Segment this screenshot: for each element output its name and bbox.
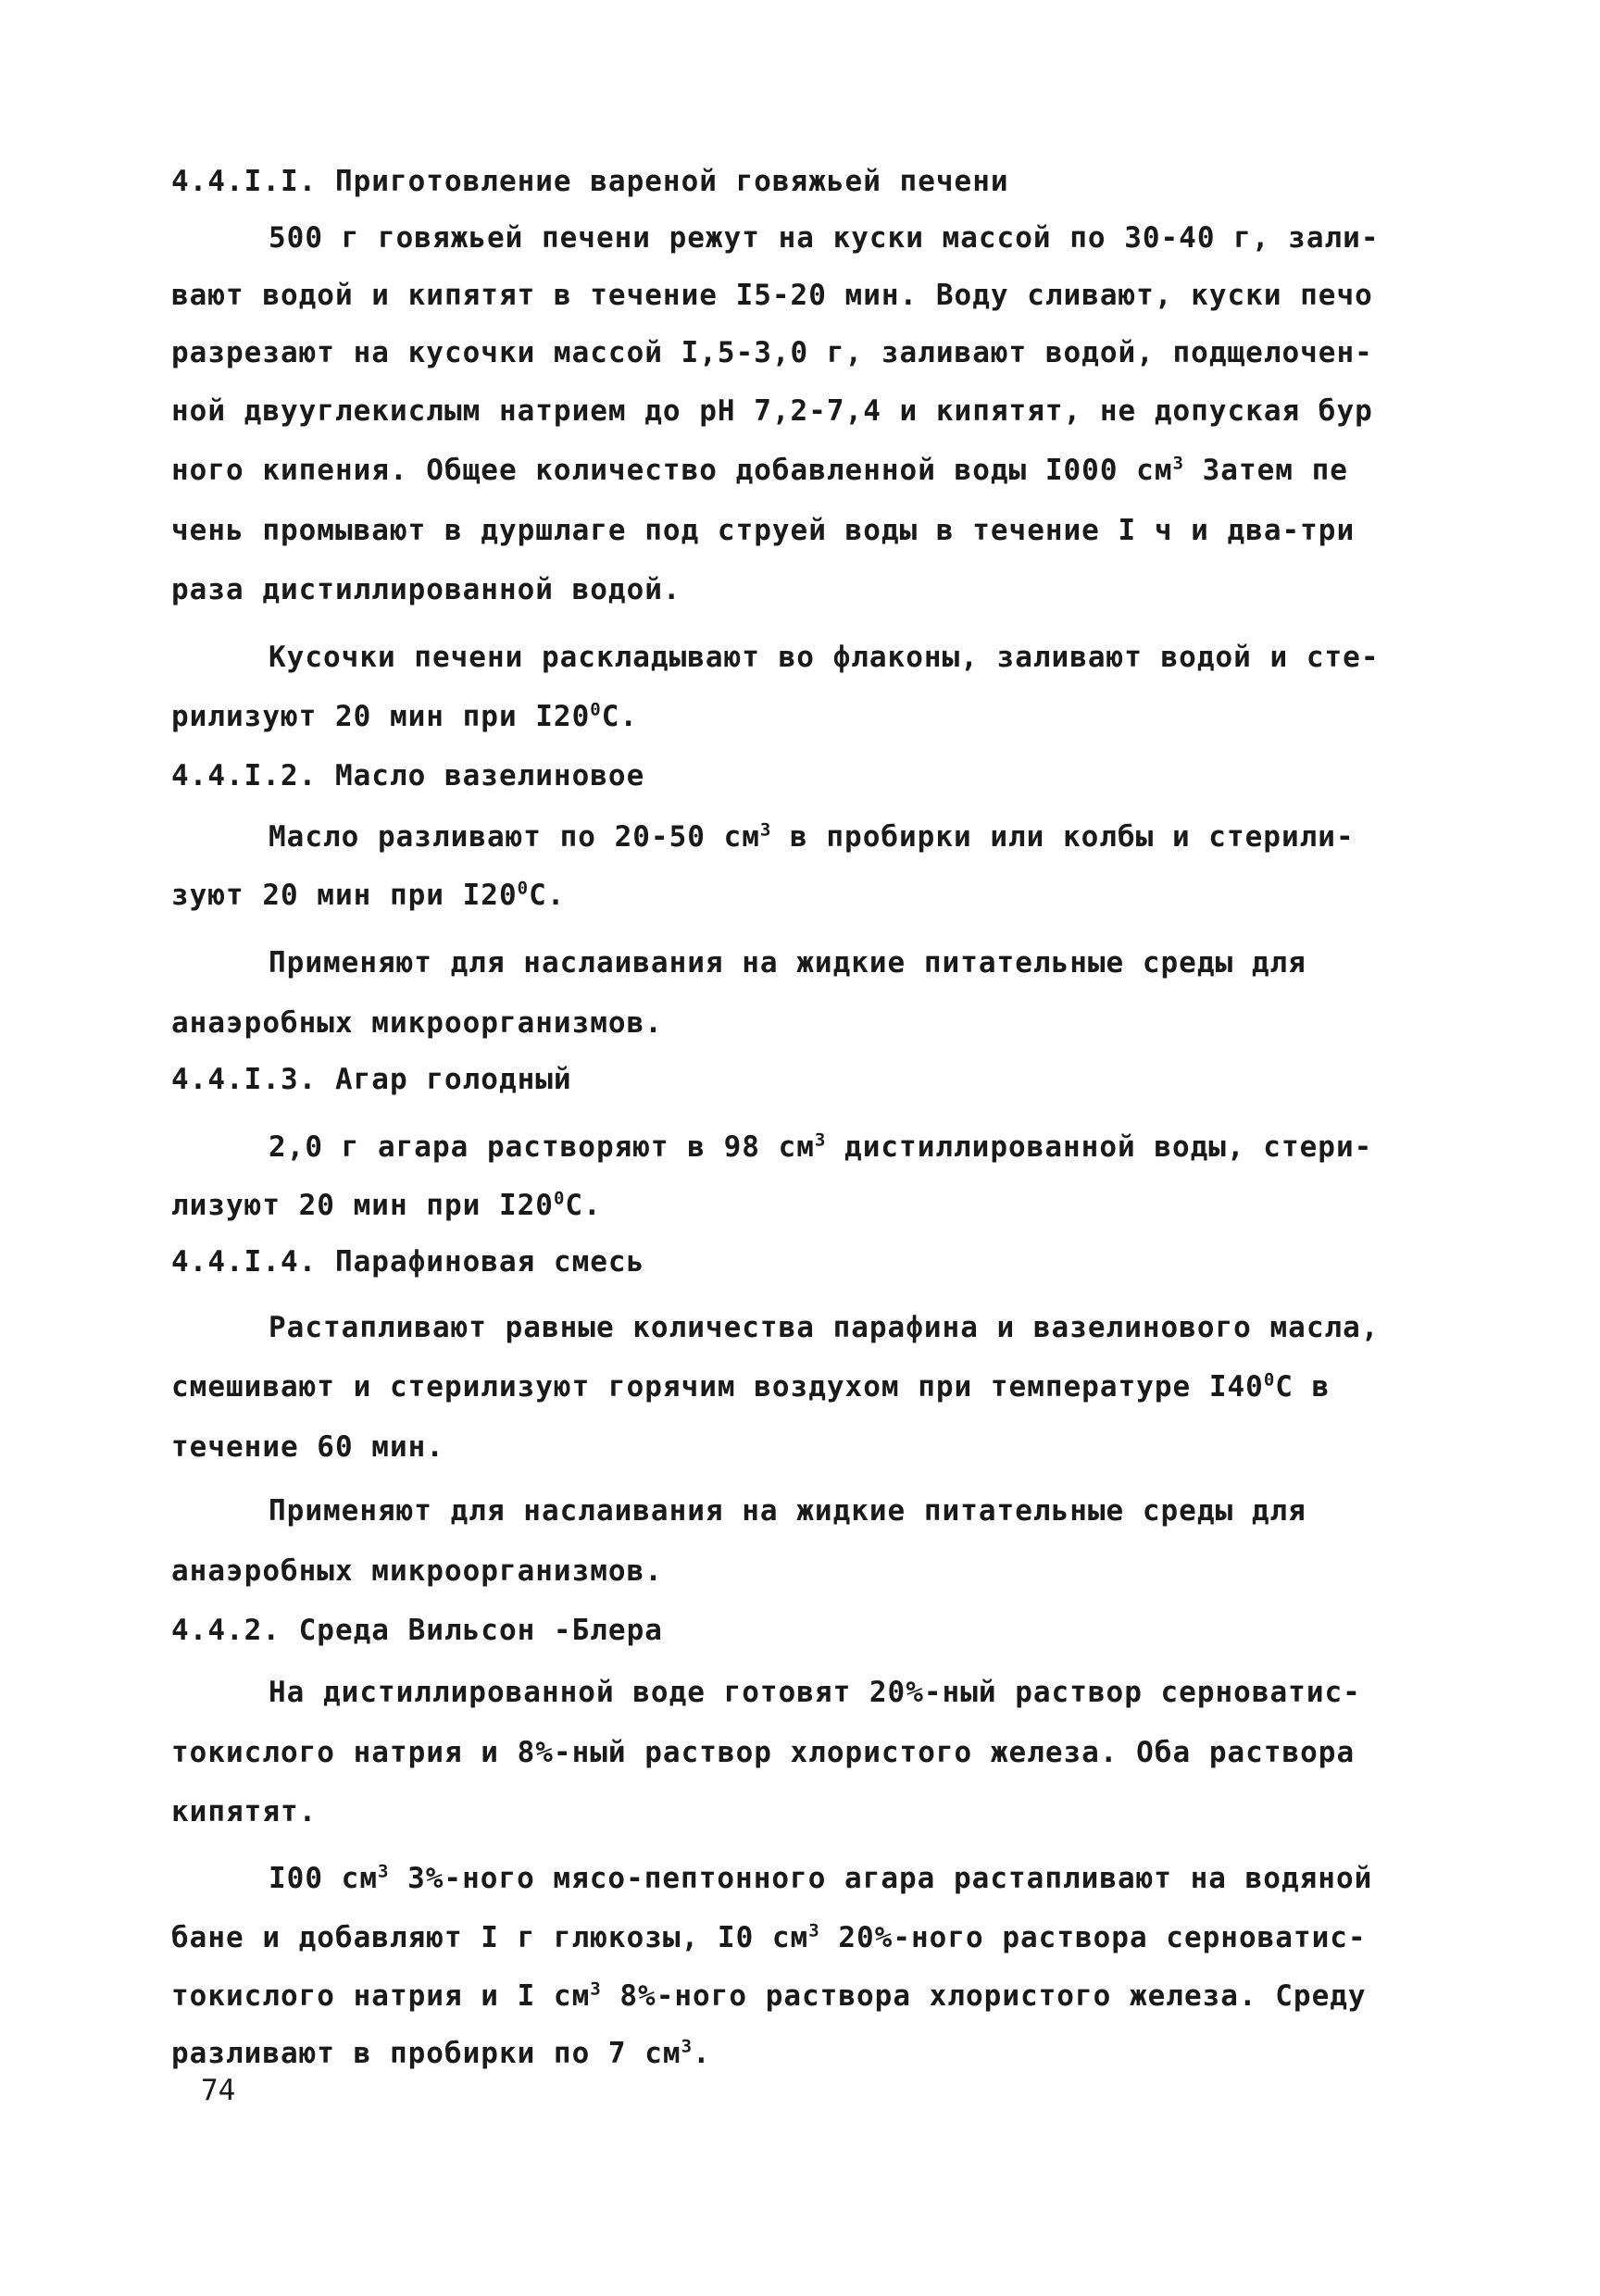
superscript: 3	[808, 1920, 820, 1941]
superscript: 0	[553, 1188, 566, 1209]
text-run: 3%-ного мясо-пептонного агара растапливают на водяной	[389, 1862, 1373, 1895]
text-run: .	[693, 2037, 711, 2070]
superscript: 3	[1172, 453, 1184, 474]
text-run: разливают в пробирки по 7 см	[171, 2037, 681, 2070]
text-run: рилизуют 20 мин при I20	[171, 700, 591, 733]
paragraph-line	[171, 1919, 1431, 1956]
paragraph-line: ной двууглекислым натрием до pH 7,2-7,4 и кипятят, не допуская бур	[171, 394, 1373, 428]
page-number: 74	[201, 2074, 236, 2107]
paragraph-line: Растапливают равные количества парафина и вазелинового масла,	[269, 1311, 1380, 1344]
paragraph-line	[171, 698, 1431, 735]
text-run: Затем пе	[1183, 454, 1348, 487]
paragraph-line: Кусочки печени раскладывают во флаконы, заливают водой и сте-	[269, 641, 1380, 674]
text-run: Масло разливают по 20-50 см	[269, 820, 760, 854]
paragraph-line	[269, 1860, 1528, 1897]
paragraph-line: анаэробных микроорганизмов.	[171, 1006, 663, 1040]
text-run: С.	[565, 1189, 602, 1222]
text-run: 8%-ного раствора хлористого железа. Среду	[601, 1979, 1367, 2013]
paragraph-line	[171, 1187, 1431, 1224]
text-run: I00 см	[269, 1862, 378, 1895]
text-run: зуют 20 мин при I20	[171, 879, 518, 912]
paragraph-line	[171, 452, 1431, 489]
paragraph-line	[269, 818, 1528, 855]
paragraph-line	[171, 877, 1431, 914]
text-run: 20%-ного раствора серноватис-	[819, 1921, 1367, 1954]
section-heading-4-4-1-1: 4.4.I.I. Приготовление вареной говяжьей печени	[171, 165, 1009, 198]
superscript: 3	[814, 1129, 827, 1151]
superscript: 3	[590, 1978, 602, 2000]
text-run: бане и добавляют I г глюкозы, I0 см	[171, 1921, 809, 1954]
section-heading-4-4-2: 4.4.2. Среда Вильсон -Блера	[171, 1614, 663, 1647]
paragraph-line	[171, 1978, 1431, 2015]
paragraph-line: Применяют для наслаивания на жидкие питательные среды для	[269, 1494, 1306, 1528]
section-heading-4-4-1-3: 4.4.I.3. Агар голодный	[171, 1063, 572, 1096]
text-run: 2,0 г агара растворяют в 98 см	[269, 1130, 815, 1164]
paragraph-line: чень промывают в дуршлаге под струей воды в течение I ч и два-три	[171, 514, 1356, 547]
paragraph-line: течение 60 мин.	[171, 1430, 444, 1464]
text-run: дистиллированной воды, стери-	[826, 1130, 1373, 1164]
paragraph-line: разрезают на кусочки массой I,5-3,0 г, заливают водой, подщелочен-	[171, 336, 1373, 369]
text-run: С.	[529, 879, 566, 912]
text-run: в пробирки или колбы и стерили-	[771, 820, 1355, 854]
paragraph-line: 500 г говяжьей печени режут на куски массой по 30-40 г, зали-	[269, 221, 1380, 255]
superscript: 3	[681, 2036, 694, 2057]
text-run: лизуют 20 мин при I20	[171, 1189, 554, 1222]
section-heading-4-4-1-2: 4.4.I.2. Масло вазелиновое	[171, 759, 645, 792]
paragraph-line: токислого натрия и 8%-ный раствор хлористого железа. Оба раствора	[171, 1736, 1356, 1769]
paragraph-line: кипятят.	[171, 1795, 318, 1828]
text-run: токислого натрия и I см	[171, 1979, 591, 2013]
paragraph-line: анаэробных микроорганизмов.	[171, 1554, 663, 1588]
paragraph-line: Применяют для наслаивания на жидкие питательные среды для	[269, 946, 1306, 980]
superscript: 0	[1263, 1369, 1276, 1391]
paragraph-line	[171, 2035, 1431, 2072]
text-run: С.	[601, 700, 639, 733]
superscript: 0	[590, 699, 602, 720]
paragraph-line: вают водой и кипятят в течение I5-20 мин. Воду сливают, куски печо	[171, 279, 1373, 312]
text-run: смешивают и стерилизуют горячим воздухом при температуре I40	[171, 1370, 1264, 1404]
paragraph-line	[269, 1129, 1528, 1166]
text-run: ного кипения. Общее количество добавленной воды I000 см	[171, 454, 1173, 487]
superscript: 3	[377, 1861, 390, 1882]
paragraph-line	[171, 1368, 1431, 1405]
superscript: 0	[517, 878, 530, 899]
text-run: С в	[1275, 1370, 1331, 1404]
section-heading-4-4-1-4: 4.4.I.4. Парафиновая смесь	[171, 1245, 645, 1279]
paragraph-line: На дистиллированной воде готовят 20%-ный раствор серноватис-	[269, 1676, 1361, 1709]
superscript: 3	[759, 819, 772, 841]
paragraph-line: раза дистиллированной водой.	[171, 573, 681, 606]
